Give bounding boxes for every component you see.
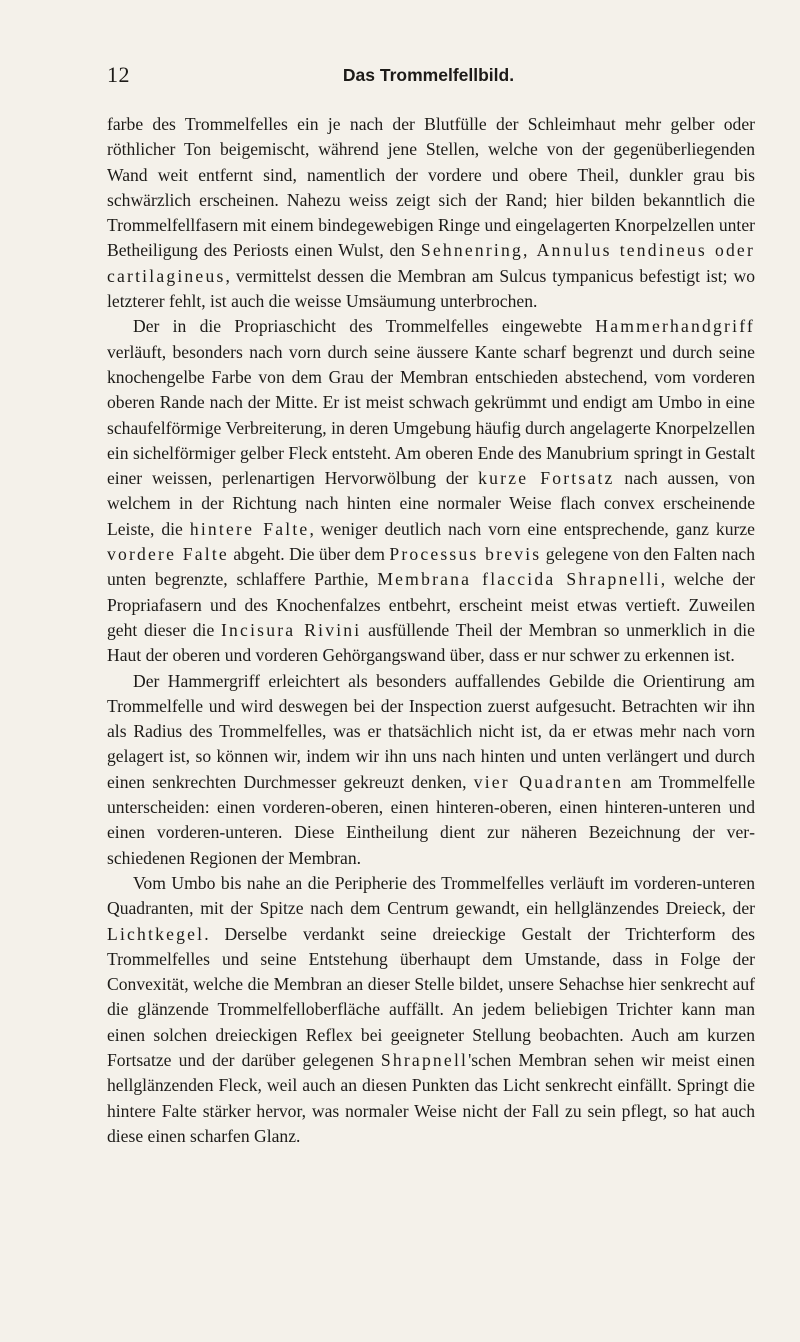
spaced-term: vier Quadranten [473, 771, 624, 792]
text-run: , welche der Propriafasern und des Knochenfalzes entbehrt, erscheint meist etwas vertieft. Zuweilen geht dieser die [107, 569, 755, 640]
spaced-term: vordere Falte [107, 544, 229, 565]
body-text [107, 112, 755, 1149]
paragraph-1 [107, 112, 755, 314]
text-run: , weniger deutlich nach vorn eine entsprechende, ganz kurze [309, 518, 755, 539]
text-run: , vermittelst dessen die Membran am Sulcus tympanicus befestigt ist; wo letzterer fehlt, ist auch die weisse Umsäumung unterbrochen. [107, 265, 755, 312]
running-head [107, 60, 750, 90]
text-run: 'schen Membran sehen wir meist einen hellglänzenden Fleck, weil auch an diesen Punkten das Licht senkrecht einfällt. Springt die hintere Falte stärker hervor, was normaler Weise nicht der Fall zu sein pflegt, so hat auch diese einen scharfen Glanz. [107, 1049, 755, 1146]
text-run: am Trommelfelle unterscheiden: einen vorderen-oberen, einen hinteren-oberen, einen hinteren-unteren und einen vorderen-unteren. Diese Eintheilung dient zur näheren Bezeichnung der verschiedenen Regionen der Membran. [107, 771, 756, 868]
text-run: ausfüllende Theil der Membran so unmerklich in die Haut der oberen und vorderen Gehörgangswand über, dass er nur schwer zu erkennen ist. [107, 619, 755, 666]
text-run: gelegene von den Falten nach unten begrenzte, schlaffere Parthie, [107, 544, 755, 590]
spaced-term: kurze Fortsatz [478, 468, 615, 489]
paragraph-2 [107, 314, 755, 668]
text-run: Der in die Propriaschicht des Trommelfelles eingewebte [133, 316, 596, 337]
spaced-term: Shrapnell [380, 1049, 469, 1070]
spaced-term: Processus brevis [389, 544, 542, 565]
text-run: Der Hammergriff erleichtert als besonders auffallendes Gebilde die Orientirung am Trommelfelle und wird deswegen bei der Inspection zuerst aufgesucht. Betrachten wir ihn als Radius des Trommelfelles, was er thatsächlich nicht ist, da er etwas mehr nach vorn gelagert ist, so können wir, indem wir ihn uns nach hinten und unten verlängert und durch einen senkrechten Durchmesser gekreuzt denken, [107, 670, 755, 792]
text-run: farbe des Trommelfelles ein je nach der Blutfülle der Schleimhaut mehr gelber oder röthlicher Ton beigemischt, während jene Stellen, welche von der gegenüberliegenden Wand weit entfernt sind, namentlich der vordere und obere Theil, dunkler grau bis schwärzlich erscheinen. Nahezu weiss zeigt sich der Rand; hier bilden bekanntlich die Trommelfellfasern mit einem bindegewebigen Ringe und eingelagerten Knorpelzellen unter Betheiligung des Periosts einen Wulst, den [107, 114, 755, 261]
text-run: Vom Umbo bis nahe an die Peripherie des Trommelfelles verläuft im vorderen-unteren Quadranten, mit der Spitze nach dem Centrum gewandt, ein hellglänzendes Dreieck, der [107, 872, 755, 919]
spaced-term: Membrana flaccida Shrapnelli [377, 569, 661, 590]
text-run: . Derselbe verdankt seine dreieckige Gestalt der Trichterform des Trommelfelles und seine Entstehung überhaupt dem Umstande, dass in Folge der Convexität, welche die Membran an dieser Stelle bildet, unsere Sehachse hier senkrecht auf die glänzende Trommelfelloberfläche auffällt. An jedem beliebigen Trichter kann man einen solchen dreieckigen Reflex bei geeigneter Stellung beobachten. Auch am kurzen Fortsatze und der darüber gelegenen [107, 923, 755, 1070]
text-run: nach aussen, von welchem in der Richtung nach hinten eine normaler Weise flach convex erscheinende Leiste, die [107, 468, 755, 539]
paragraph-3 [107, 669, 755, 871]
spaced-term: Lichtkegel [107, 923, 205, 944]
spaced-term: Sehnenring, Annulus tendineus oder cartilagineus [107, 240, 756, 286]
page-number: 12 [107, 62, 130, 87]
running-title: Das Trommelfellbild. [342, 65, 515, 85]
text-run: verläuft, besonders nach vorn durch seine äussere Kante scharf begrenzt und durch seine knochengelbe Farbe von dem Grau der Membran entschieden abstechend, vom vorderen oberen Rande nach der Mitte. Er ist meist schwach gekrümmt und endigt am Umbo in eine schaufelförmige Verbreiterung, in deren Umgebung häufig durch angelagerte Knorpelzellen ein sichelförmiger gelber Fleck entsteht. Am oberen Ende des Manubrium springt in Gestalt einer weissen, perlenartigen Hervorwölbung der [107, 341, 755, 489]
spaced-term: Incisura Rivini [221, 619, 362, 640]
paragraph-4 [107, 871, 755, 1149]
text-run: abgeht. Die über dem [228, 544, 390, 565]
spaced-term: Hammerhandgriff [595, 316, 755, 337]
spaced-term: hintere Falte [189, 518, 310, 539]
